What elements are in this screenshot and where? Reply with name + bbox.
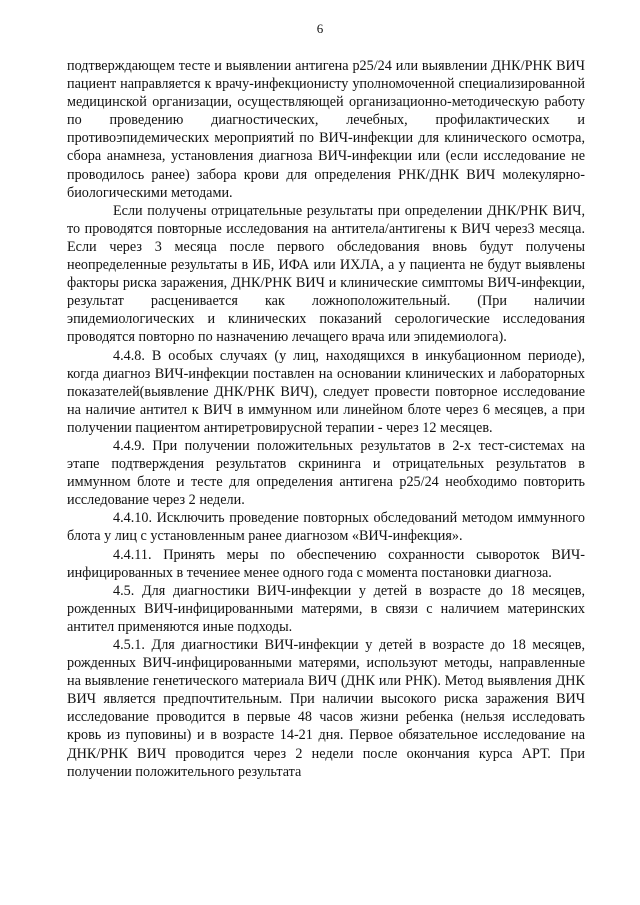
paragraph-4-4-11: 4.4.11. Принять меры по обеспечению сохранности сывороток ВИЧ-инфицированных в течениее менее одного года с момента постановки диагноза.: [67, 546, 585, 581]
paragraph-continuation: подтверждающем тесте и выявлении антигена р25/24 или выявлении ДНК/РНК ВИЧ пациент направляется к врачу-инфекционисту уполномоченной специализированной медицинской организации, осуществляющей организационно-методическую работу по проведению диагностических, лечебных, профилактических и противоэпидемических мероприятий по ВИЧ-инфекции для клинического осмотра, сбора анамнеза, установления диагноза ВИЧ-инфекции или (если исследование не проводилось ранее) забора крови для определения РНК/ДНК ВИЧ молекулярно-биологическими методами.: [67, 58, 585, 201]
page-number: 6: [316, 21, 324, 36]
paragraph-4-4-8: 4.4.8. В особых случаях (у лиц, находящихся в инкубационном периоде), когда диагноз ВИЧ-инфекции поставлен на основании клинических и лабораторных показателей(выявление ДНК/РНК ВИЧ), следует провести повторное исследование на наличие антител к ВИЧ в иммунном или линейном блоте через 6 месяцев, а при получении пациентом антиретровирусной терапии - через 12 месяцев.: [67, 347, 585, 436]
paragraph-4-4-9: 4.4.9. При получении положительных результатов в 2-х тест-системах на этапе подтверждения результатов скрининга и отрицательных результатов в иммунном блоте и тесте для определения антигена р25/24 необходимо повторить исследование через 2 недели.: [67, 437, 585, 509]
paragraph-4-5: 4.5. Для диагностики ВИЧ-инфекции у детей в возрасте до 18 месяцев, рожденных ВИЧ-инфицированными матерями, в связи с наличием материнских антител применяются иные подходы.: [67, 582, 585, 635]
paragraph-4-5-1: 4.5.1. Для диагностики ВИЧ-инфекции у детей в возрасте до 18 месяцев, рожденных ВИЧ-инфицированными матерями, используют методы, направленные на выявление генетического материала ВИЧ (ДНК или РНК). Метод выявления ДНК ВИЧ является предпочтительным. При наличии высокого риска заражения ВИЧ исследование проводится в первые 48 часов жизни ребенка (нельзя исследовать кровь из пуповины) и в возрасте 14-21 дня. Первое обязательное исследование на ДНК/РНК ВИЧ проводится через 2 недели после окончания курса АРТ. При получении положительного результата: [67, 637, 585, 780]
paragraph-negative-results: Если получены отрицательные результаты при определении ДНК/РНК ВИЧ, то проводятся повторные исследования на антитела/антигены к ВИЧ через3 месяца. Если через 3 месяца после первого обследования вновь будут получены неопределенные результаты в ИБ, ИФА или ИХЛА, а у пациента не будут выявлены факторы риска заражения, ДНК/РНК ВИЧ и клинические симптомы ВИЧ-инфекции, результат расценивается как ложноположительный. (При наличии эпидемиологических и клинических показаний серологические исследования проводятся повторно по назначению лечащего врача или эпидемиолога).: [67, 202, 585, 346]
paragraph-4-4-10: 4.4.10. Исключить проведение повторных обследований методом иммунного блота у лиц с установленным ранее диагнозом «ВИЧ-инфекция».: [67, 510, 585, 545]
document-body: [67, 57, 585, 781]
